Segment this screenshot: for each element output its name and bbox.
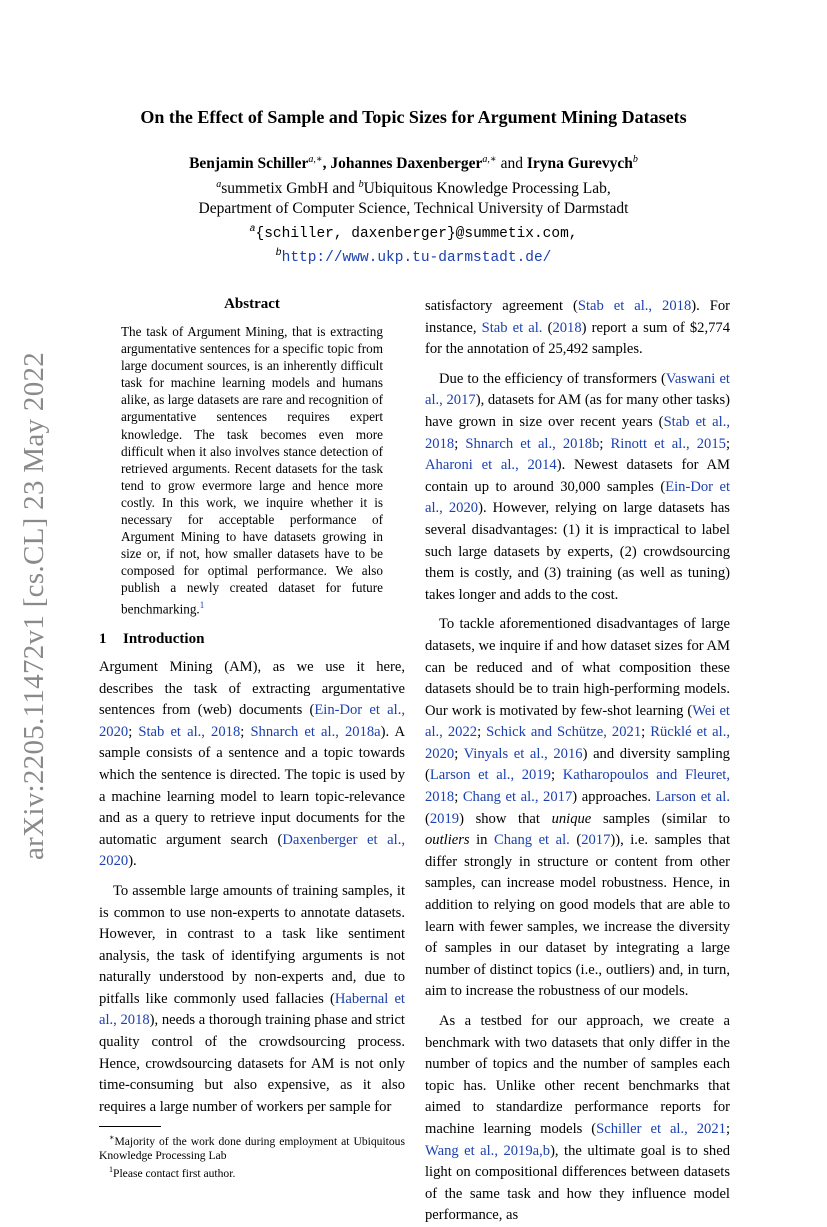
affiliation-line: $^a$summetix GmbH and $^b$Ubiquitous Knowledge Processing Lab, <box>216 178 611 197</box>
citation-link[interactable]: Shnarch et al., 2018b <box>465 435 600 452</box>
email-line: $^a${schiller, daxenberger}@summetix.com, <box>249 223 578 242</box>
right-paragraph-1: Due to the efficiency of transformers (Vaswani et al., 2017), datasets for AM (as for many other tasks) have grown in size over recent years (Stab et al., 2018; Shnarch et al., 2018b; Rinott et al., 2015; Aharoni et al., 2014). Newest datasets for AM contain up to around 30,000 samples (Ein-Dor et al., 2020). However, relying on large datasets has several disadvantages: (1) it is impractical to label such large datasets by experts, (2) crowdsourcing them is costly, and (3) training (as well as tuning) takes longer and adds to the cost. <box>425 370 731 603</box>
citation-link[interactable]: 2018 <box>552 319 582 336</box>
citation-link[interactable]: Chang et al. <box>493 832 570 849</box>
author-3-affil: b <box>632 154 638 165</box>
citation-link[interactable]: Daxenberger et al., 2020 <box>99 831 406 870</box>
author-3: Iryna Gurevych <box>526 155 633 173</box>
right-paragraph-2: To tackle aforementioned disadvantages of large datasets, we inquire if and how dataset sizes for AM can be reduced and of what composition these datasets should be to train high-performing models. Our work is motivated by few-shot learning (Wei et al., 2022; Schick and Schütze, 2021; Rücklé et al., 2020; Vinyals et al., 2016) and diversity sampling (Larson et al., 2019; Katharopoulos and Fleuret, 2018; Chang et al., 2017) approaches. Larson et al. (2019) show that unique samples (similar to outliers in Chang et al. (2017)), i.e. samples that differ strongly in structure or content from other samples, can increase model robustness. Hence, in addition to relying on good models that are able to learn with fewer samples, we increase the diversity of samples in our dataset by integrating a large number of distinct topics (i.e., outliers) and, in turn, aim to increase the robustness of our models. <box>425 616 731 1000</box>
citation-link[interactable]: Wei et al., 2022 <box>425 702 730 741</box>
section-heading-introduction: 1 Introduction <box>99 630 205 647</box>
footnote-2: $^1$Please contact first author. <box>109 1165 236 1181</box>
citation-link[interactable]: Stab et al. <box>481 319 543 336</box>
citation-link[interactable]: 2019 <box>429 810 460 827</box>
intro-paragraph-2: To assemble large amounts of training samples, it is common to use non-experts to annotate datasets. However, in contrast to a task like sentiment analysis, the task of identifying arguments is not naturally understood by non-experts and, due to pitfalls like commonly used fallacies (Habernal et al., 2018), needs a thorough training phase and strict quality control of the crowdsourcing process. Hence, crowdsourcing datasets for AM is not only time-consuming but also expensive, as it also requires a large number of workers per sample for <box>99 882 405 1115</box>
citation-link[interactable]: Ein-Dor et al., 2020 <box>425 478 730 517</box>
author-line: Benjamin Schiller$^{a,∗}$, Johannes Daxenberger$^{a,∗}$ and Iryna Gurevych$^b$ <box>189 154 638 173</box>
citation-link[interactable]: Stab et al., 2018 <box>138 723 241 740</box>
lab-url-link[interactable]: http://www.ukp.tu-darmstadt.de/ <box>281 249 552 266</box>
citation-link[interactable]: Vaswani et al., 2017 <box>425 370 730 409</box>
affiliation-a: summetix GmbH <box>221 179 329 197</box>
email-address[interactable]: {schiller, daxenberger}@summetix.com, <box>255 225 578 242</box>
citation-link[interactable]: Rücklé et al., 2020 <box>425 724 731 762</box>
citation-link[interactable]: Vinyals et al., 2016 <box>463 745 583 762</box>
citation-link[interactable]: Larson et al., 2019 <box>429 767 551 784</box>
citation-link[interactable]: Chang et al., 2017 <box>462 789 573 806</box>
left-column <box>99 296 405 1181</box>
right-paragraph-3: As a testbed for our approach, we create a benchmark with two datasets that only differ in the number of topics and the number of samples each topic has. Unlike other recent benchmarks that aimed to standardize performance reports for machine learning models (Schiller et al., 2021; Wang et al., 2019a,b), the ultimate goal is to shed light on compositional differences between datasets of the same task and how they influence model performance, as <box>425 1013 731 1224</box>
citation-link[interactable]: Stab et al., 2018 <box>425 413 730 452</box>
author-1: Benjamin Schiller <box>189 155 309 173</box>
emphasis-outliers: outliers <box>425 832 470 849</box>
author-2-affil: a,∗ <box>482 154 497 165</box>
author-2: Johannes Daxenberger <box>330 155 483 173</box>
emphasis-unique: unique <box>551 810 592 827</box>
department-line: Department of Computer Science, Technical University of Darmstadt <box>198 200 629 218</box>
citation-link[interactable]: 2017 <box>581 832 611 849</box>
intro-paragraph-1: Argument Mining (AM), as we use it here, describes the task of extracting argumentative sentences from (web) documents (Ein-Dor et al., 2020; Stab et al., 2018; Shnarch et al., 2018a). A sample consists of a sentence and a topic towards which the sentence is directed. The topic is used by a machine learning model to learn topic-relevance and as a query to retrieve input documents for the automatic argument search (Daxenberger et al., 2020). <box>99 658 406 870</box>
citation-link[interactable]: Habernal et al., 2018 <box>99 990 405 1029</box>
right-column <box>425 296 730 1227</box>
author-1-affil: a,∗ <box>308 154 323 165</box>
citation-link[interactable]: Rinott et al., 2015 <box>610 435 726 452</box>
citation-link[interactable]: Shnarch et al., 2018a <box>250 723 381 740</box>
right-paragraph-0: satisfactory agreement (Stab et al., 2018). For instance, Stab et al. (2018) report a sum of $2,774 for the annotation of 25,492 samples. <box>425 298 730 358</box>
citation-link[interactable]: Aharoni et al., 2014 <box>425 457 557 474</box>
abstract-heading: Abstract <box>224 296 280 312</box>
affiliation-b: Ubiquitous Knowledge Processing Lab, <box>363 179 611 197</box>
abstract-text: The task of Argument Mining, that is extracting argumentative sentences for a specific topic from large document sources, is an inherently difficult task for machine learning models and humans alike, as large datasets are rare and recognition of argumentative sentences requires expert knowledge. The task becomes even more difficult when it also involves stance detection of retrieved arguments. Recent datasets for the task tend to grow evermore large and hence more costly. In this work, we inquire whether it is necessary for acceptable performance of Argument Mining to have datasets growing in size or, if not, how smaller datasets have to be composed for optimal performance. We also publish a newly created dataset for future benchmarking.$^1$ <box>121 324 383 616</box>
citation-link[interactable]: Larson et al. <box>655 789 730 806</box>
author-conjunction: and <box>500 155 523 173</box>
citation-link[interactable]: Schiller et al., 2021 <box>596 1120 726 1137</box>
citation-link[interactable]: Katharopoulos and Fleuret, 2018 <box>425 767 731 806</box>
citation-link[interactable]: Stab et al., 2018 <box>577 298 692 314</box>
citation-link[interactable]: Schick and Schütze, 2021 <box>486 724 642 741</box>
footnote-1: ∗Majority of the work done during employment at Ubiquitous Knowledge Processing Lab <box>99 1133 405 1163</box>
arxiv-identifier-stamp: arXiv:2205.11472v1 [cs.CL] 23 May 2022 <box>18 351 50 860</box>
author-block <box>0 150 827 268</box>
footnote-ref-1[interactable]: 1 <box>199 599 205 610</box>
citation-link[interactable]: Ein-Dor et al., 2020 <box>99 702 405 740</box>
footnote-divider <box>99 1126 161 1127</box>
citation-link[interactable]: Wang et al., 2019a,b <box>425 1142 551 1159</box>
url-line: $^b$http://www.ukp.tu-darmstadt.de/ <box>275 248 552 266</box>
paper-title: On the Effect of Sample and Topic Sizes for Argument Mining Datasets <box>140 107 687 127</box>
